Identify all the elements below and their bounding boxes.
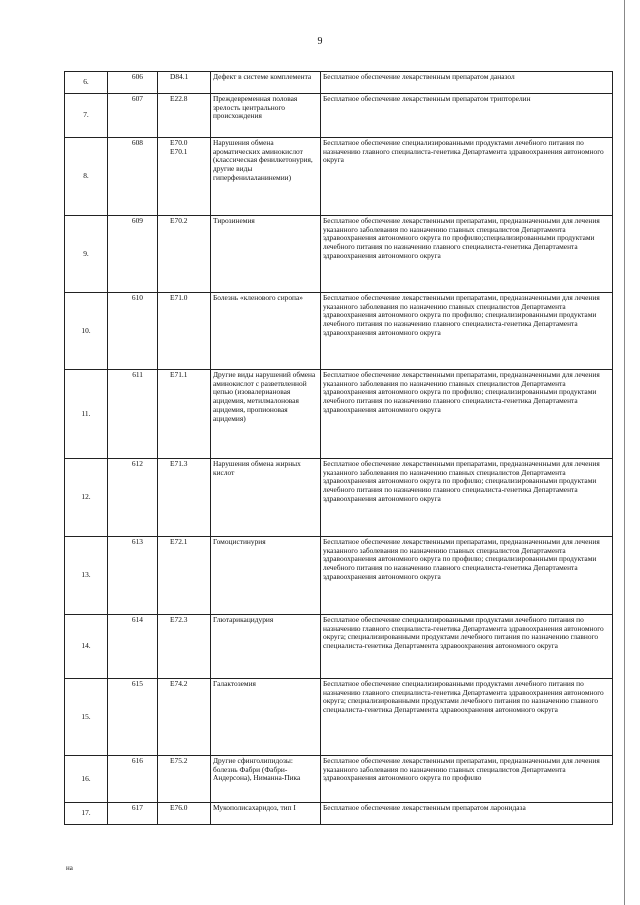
disease-name-cell: Гомоцистинурия [211,537,321,615]
table-row [65,72,613,94]
row-number-cell: 6. [65,72,108,94]
icd-code-cell: D84.1 [158,72,211,94]
icd-code-cell: E72.3 [158,615,211,679]
icd-code-cell: E75.2 [158,756,211,803]
table-row [65,370,613,459]
icd-code-cell: E72.1 [158,537,211,615]
icd-code-cell: E71.0 [158,293,211,370]
row-number-cell: 14. [65,615,108,679]
row-number-cell: 9. [65,216,108,293]
row-number-cell: 8. [65,138,108,216]
row-number-cell: 7. [65,94,108,138]
provision-cell: Бесплатное обеспечение лекарственными препаратами, предназначенными для лечения указанного заболевания по назначению главных специалистов Департамента здравоохранения автономного округа по профилю [321,756,613,803]
table-row [65,679,613,756]
disease-name-cell: Другие сфинголипидозы: болезнь Фабри (Фабри-Андерсона), Ниманна-Пика [211,756,321,803]
row-code-cell: 615 [108,679,158,756]
row-number-cell: 13. [65,537,108,615]
provision-cell: Бесплатное обеспечение лекарственными препаратами, предназначенными для лечения указанного заболевания по назначению главных специалистов Департамента здравоохранения автономного округа по профилю; специализированными продуктами лечебного питания по назначению главного специалиста-генетика Департамента здравоохранения автономного округа [321,459,613,537]
table-row [65,293,613,370]
table-row [65,216,613,293]
icd-code-cell: E71.3 [158,459,211,537]
icd-code-cell: E74.2 [158,679,211,756]
page-number: 9 [317,36,323,47]
disease-name-cell: Нарушения обмена жирных кислот [211,459,321,537]
provision-cell: Бесплатное обеспечение специализированными продуктами лечебного питания по назначению главного специалиста-генетика Департамента здравоохранения автономного округа; специализированными продуктами лечебного питания по назначению главного специалиста-генетика Департамента здравоохранения автономного округа [321,615,613,679]
disease-name-cell: Дефект в системе комплемента [211,72,321,94]
row-code-cell: 614 [108,615,158,679]
row-number-cell: 16. [65,756,108,803]
disease-name-cell: Галактоземия [211,679,321,756]
row-code-cell: 610 [108,293,158,370]
table-row [65,803,613,825]
disease-name-cell: Глютарикацидурия [211,615,321,679]
table-row [65,459,613,537]
row-code-cell: 609 [108,216,158,293]
row-number-cell: 10. [65,293,108,370]
row-code-cell: 611 [108,370,158,459]
table-row [65,756,613,803]
row-code-cell: 606 [108,72,158,94]
provision-cell: Бесплатное обеспечение лекарственным препаратом трипторелин [321,94,613,138]
row-code-cell: 617 [108,803,158,825]
provision-cell: Бесплатное обеспечение лекарственными препаратами, предназначенными для лечения указанного заболевания по назначению главных специалистов Департамента здравоохранения автономного округа по профилю; специализированными продуктами лечебного питания по назначению главного специалиста-генетика Департамента здравоохранения автономного округа [321,293,613,370]
table-row [65,138,613,216]
disease-name-cell: Нарушения обмена ароматических аминокислот (классическая фенилкетонурия, другие виды гиперфенилаланинемии) [211,138,321,216]
disease-name-cell: Тирозинемия [211,216,321,293]
row-number-cell: 11. [65,370,108,459]
row-code-cell: 616 [108,756,158,803]
icd-code-cell: E76.0 [158,803,211,825]
disease-name-cell: Мукополисахаридоз, тип I [211,803,321,825]
row-number-cell: 12. [65,459,108,537]
provision-cell: Бесплатное обеспечение специализированными продуктами лечебного питания по назначению главного специалиста-генетика Департамента здравоохранения автономного округа; специализированными продуктами лечебного питания по назначению главного специалиста-генетика Департамента здравоохранения автономного округа [321,679,613,756]
table-row [65,615,613,679]
row-number-cell: 17. [65,803,108,825]
disease-name-cell: Преждевременная половая зрелость центрального происхождения [211,94,321,138]
row-code-cell: 612 [108,459,158,537]
disease-name-cell: Болезнь «кленового сиропа» [211,293,321,370]
disease-name-cell: Другие виды нарушений обмена аминокислот с разветвленной цепью (изовалериановая ацидемия, метилмалоновая ацидемия, пропионовая ацидемия) [211,370,321,459]
row-code-cell: 607 [108,94,158,138]
provision-cell: Бесплатное обеспечение лекарственными препаратами, предназначенными для лечения указанного заболевания по назначению главных специалистов Департамента здравоохранения автономного округа по профилю;специализированными продуктами лечебного питания по назначению главного специалиста-генетика Департамента здравоохранения автономного округа [321,216,613,293]
table-row [65,537,613,615]
icd-code-cell: E70.0 E70.1 [158,138,211,216]
table-row [65,94,613,138]
provision-cell: Бесплатное обеспечение лекарственным препаратом ларонидаза [321,803,613,825]
row-number-cell: 15. [65,679,108,756]
row-code-cell: 608 [108,138,158,216]
table-body [65,72,613,825]
disease-table [64,71,613,825]
provision-cell: Бесплатное обеспечение лекарственными препаратами, предназначенными для лечения указанного заболевания по назначению главных специалистов Департамента здравоохранения автономного округа по профилю; специализированными продуктами лечебного питания по назначению главного специалиста-генетика Департамента здравоохранения автономного округа [321,537,613,615]
icd-code-cell: E70.2 [158,216,211,293]
provision-cell: Бесплатное обеспечение лекарственными препаратами, предназначенными для лечения указанного заболевания по назначению главных специалистов Департамента здравоохранения автономного округа по профилю; специализированными продуктами лечебного питания по назначению главного специалиста-генетика Департамента здравоохранения автономного округа [321,370,613,459]
icd-code-cell: E71.1 [158,370,211,459]
row-code-cell: 613 [108,537,158,615]
page-edge-line [624,0,625,905]
footer-mark: на [66,864,73,872]
provision-cell: Бесплатное обеспечение лекарственным препаратом даназол [321,72,613,94]
provision-cell: Бесплатное обеспечение специализированными продуктами лечебного питания по назначению главного специалиста-генетика Департамента здравоохранения автономного округа [321,138,613,216]
icd-code-cell: E22.8 [158,94,211,138]
